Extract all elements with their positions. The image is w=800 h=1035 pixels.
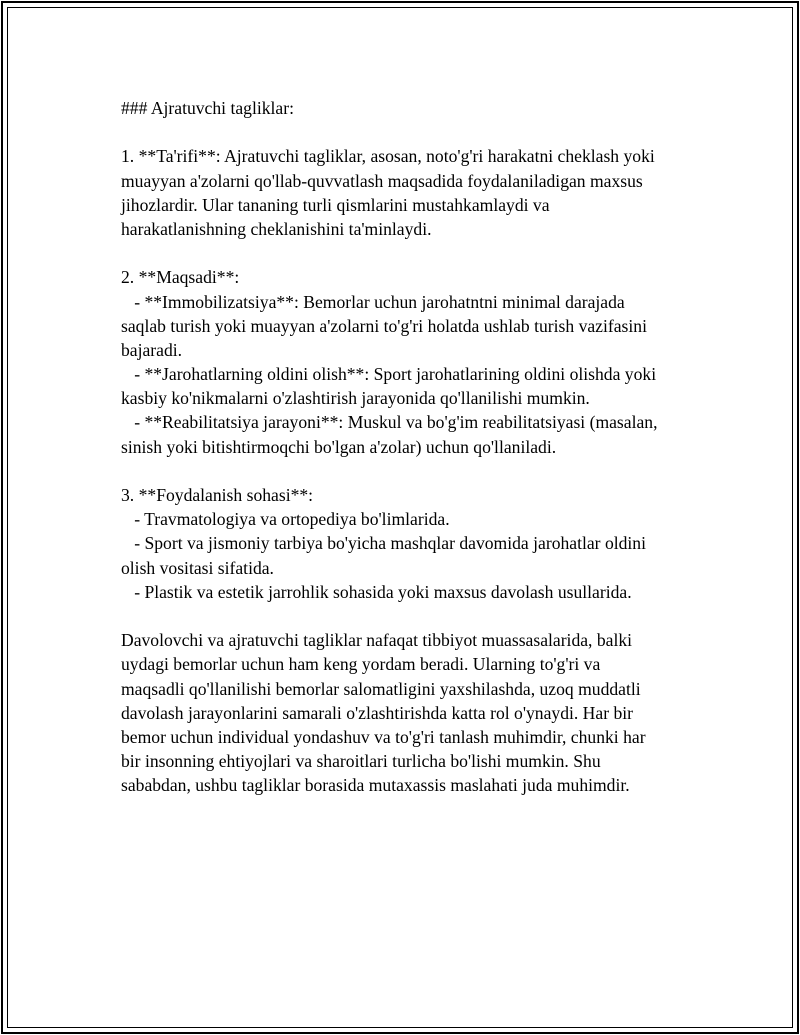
- paragraph-line: 2. **Maqsadi**:: [121, 267, 240, 288]
- blank-line: [121, 459, 696, 483]
- paragraph-line: maqsadli qo'llanilishi bemorlar salomatligini yaxshilashda, uzoq muddatli: [121, 678, 641, 699]
- paragraph-line: - **Reabilitatsiya jarayoni**: Muskul va bo'g'im reabilitatsiyasi (masalan,: [121, 412, 658, 433]
- document-heading: ### Ajratuvchi tagliklar:: [121, 98, 294, 118]
- paragraph-line: 3. **Foydalanish sohasi**:: [121, 485, 314, 505]
- blank-line: [121, 604, 696, 628]
- section-usage-area: [121, 483, 696, 604]
- paragraph-line: muayyan a'zolarni qo'llab-quvvatlash maqsadida foydalaniladigan maxsus: [121, 170, 643, 191]
- paragraph-line: sababdan, ushbu tagliklar borasida mutaxassis maslahati juda muhimdir.: [121, 775, 630, 796]
- paragraph-line: olish vositasi sifatida.: [121, 557, 274, 578]
- paragraph-line: Davolovchi va ajratuvchi tagliklar nafaqat tibbiyot muassasalarida, balki: [121, 630, 633, 651]
- paragraph-line: - Sport va jismoniy tarbiya bo'yicha mashqlar davomida jarohatlar oldini: [121, 533, 646, 554]
- section-definition: [121, 144, 696, 241]
- paragraph-line: sinish yoki bitishtirmoqchi bo'lgan a'zolar) uchun qo'llaniladi.: [121, 436, 557, 457]
- paragraph-line: bemor uchun individual yondashuv va to'g'ri tanlash muhimdir, chunki har: [121, 726, 646, 747]
- paragraph-line: bir insonning ehtiyojlari va sharoitlari turlicha bo'lishi mumkin. Shu: [121, 751, 601, 772]
- paragraph-line: bajaradi.: [121, 339, 183, 360]
- section-purpose: [121, 265, 696, 459]
- paragraph-line: - **Jarohatlarning oldini olish**: Sport jarohatlarining oldini olishda yoki: [121, 364, 657, 385]
- document-page: [1, 1, 799, 1034]
- document-body: [121, 96, 696, 797]
- paragraph-line: jihozlardir. Ular tananing turli qismlarini mustahkamlaydi va: [121, 194, 550, 215]
- paragraph-line: kasbiy ko'nikmalarni o'zlashtirish jarayonida qo'llanilishi mumkin.: [121, 388, 590, 409]
- paragraph-line: - **Immobilizatsiya**: Bemorlar uchun jarohatntni minimal darajada: [121, 291, 625, 312]
- paragraph-line: davolash jarayonlarini samarali o'zlashtirishda katta rol o'ynaydi. Har bir: [121, 702, 633, 723]
- blank-line: [121, 241, 696, 265]
- paragraph-line: saqlab turish yoki muayyan a'zolarni to'g'ri holatda ushlab turish vazifasini: [121, 315, 647, 336]
- paragraph-line: harakatlanishning cheklanishini ta'minlaydi.: [121, 218, 432, 239]
- paragraph-line: - Plastik va estetik jarrohlik sohasida yoki maxsus davolash usullarida.: [121, 581, 632, 602]
- blank-line: [121, 120, 696, 144]
- section-conclusion: [121, 628, 696, 797]
- paragraph-line: uydagi bemorlar uchun ham keng yordam beradi. Ularning to'g'ri va: [121, 654, 601, 675]
- paragraph-line: - Travmatologiya va ortopediya bo'limlarida.: [121, 509, 450, 530]
- paragraph-line: 1. **Ta'rifi**: Ajratuvchi tagliklar, asosan, noto'g'ri harakatni cheklash yoki: [121, 146, 655, 167]
